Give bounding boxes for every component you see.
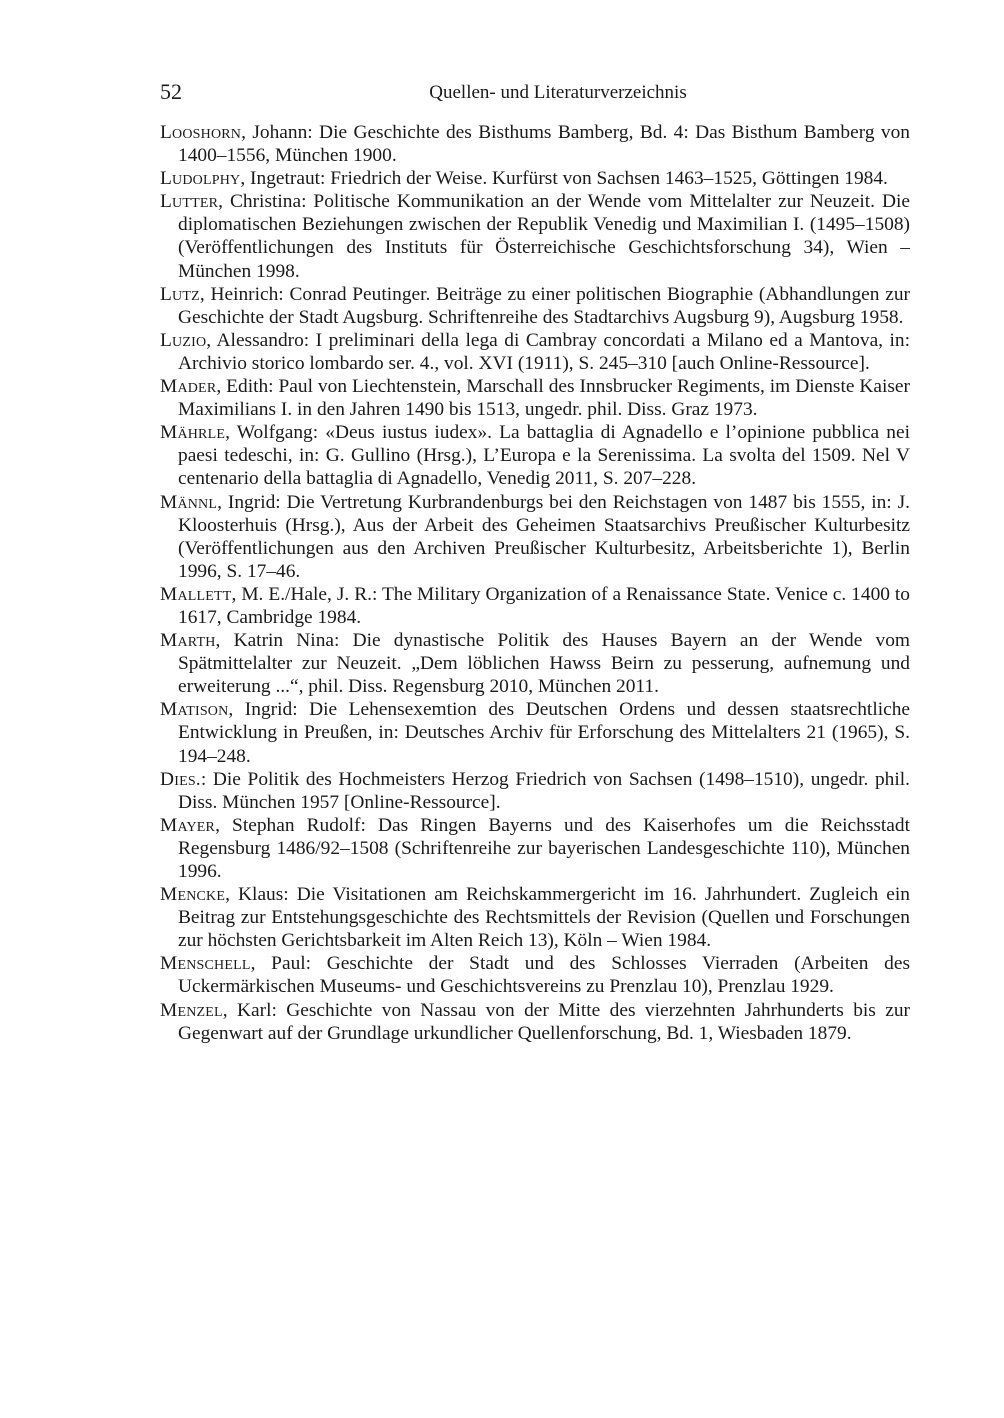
entry-author: Looshorn — [160, 122, 242, 143]
entry-author: Dies. — [160, 768, 201, 790]
bibliography-entry — [160, 814, 910, 883]
bibliography-list — [160, 121, 910, 1045]
entry-author: Lutter — [160, 191, 219, 213]
entry-text: , Wolfgang: «Deus iustus iudex». La battaglia di Agnadello e l’opinione pubblica nei paesi tedeschi, in: G. Gullino (Hrsg.), L’Europa e la Serenissima. La svolta del 1509. Nel V centenario della battaglia di Agnadello, Venedig 2011, S. 207–228. — [178, 422, 910, 490]
entry-author: Mader — [160, 376, 217, 398]
bibliography-entry — [160, 698, 910, 767]
entry-text: , Johann: Die Geschichte des Bisthums Bamberg, Bd. 4: Das Bisthum Bamberg von 1400–1556, München 1900. — [178, 122, 910, 167]
entry-text: , Ingrid: Die Vertretung Kurbrandenburgs bei den Reichstagen von 1487 bis 1555, in: J. Kloosterhuis (Hrsg.), Aus der Arbeit des Geheimen Staatsarchivs Preußischer Kulturbesitz (Veröffentlichungen aus den Archiven Preußischer Kulturbesitz, Arbeitsberichte 1), Berlin 1996, S. 17–46. — [178, 491, 910, 582]
entry-text: , Edith: Paul von Liechtenstein, Marschall des Innsbrucker Regiments, im Dienste Kaiser Maximilians I. in den Jahren 1490 bis 1513, ungedr. phil. Diss. Graz 1973. — [178, 376, 910, 421]
bibliography-entry — [160, 190, 910, 282]
entry-author: Marth — [160, 630, 216, 652]
bibliography-entry — [160, 375, 910, 421]
entry-text: , Klaus: Die Visitationen am Reichskammergericht im 16. Jahrhundert. Zugleich ein Beitrag zur Entstehungsgeschichte des Rechtsmittels der Revision (Quellen und Forschungen zur höchsten Gerichtsbarkeit im Alten Reich 13), Köln – Wien 1984. — [178, 884, 910, 952]
entry-text: , Ingrid: Die Lehensexemtion des Deutschen Ordens und dessen staatsrechtliche Entwicklung in Preußen, in: Deutsches Archiv für Erforschung des Mittelalters 21 (1965), S. 194–248. — [178, 699, 910, 767]
bibliography-entry — [160, 283, 910, 329]
entry-text: , M. E./Hale, J. R.: The Military Organization of a Renaissance State. Venice c. 1400 to 1617, Cambridge 1984. — [178, 583, 910, 628]
entry-author: Matison — [160, 699, 229, 721]
entry-author: Mährle — [160, 422, 226, 444]
bibliography-entry — [160, 121, 910, 167]
entry-author: Menzel — [160, 999, 223, 1021]
entry-author: Mayer — [160, 814, 216, 836]
entry-text: , Karl: Geschichte von Nassau von der Mitte des vierzehnten Jahrhunderts bis zur Gegenwart auf der Grundlage urkundlicher Quellenforschung, Bd. 1, Wiesbaden 1879. — [178, 999, 910, 1044]
bibliography-entry — [160, 952, 910, 998]
entry-text: , Ingetraut: Friedrich der Weise. Kurfürst von Sachsen 1463–1525, Göttingen 1984. — [240, 168, 888, 190]
page-number: 52 — [160, 79, 182, 104]
page-header — [160, 78, 912, 106]
entry-text: , Heinrich: Conrad Peutinger. Beiträge zu einer politischen Biographie (Abhandlungen zur Geschichte der Stadt Augsburg. Schriftenreihe des Stadtarchivs Augsburg 9), Augsburg 1958. — [178, 283, 910, 328]
entry-author: Ludolphy — [160, 168, 241, 190]
bibliography-entry — [160, 768, 910, 814]
entry-author: Mallett — [160, 583, 232, 605]
bibliography-entry — [160, 883, 910, 952]
bibliography-entry — [160, 167, 910, 190]
entry-text: , Alessandro: I preliminari della lega di Cambray concordati a Milano ed a Mantova, in: Archivio storico lombardo ser. 4., vol. XVI (1911), S. 245–310 [auch Online-Ressource]. — [178, 329, 910, 374]
entry-text: , Paul: Geschichte der Stadt und des Schlosses Vierraden (Arbeiten des Uckermärkischen Museums- und Geschichtsvereins zu Prenzlau 10), Prenzlau 1929. — [178, 953, 910, 998]
entry-author: Männl — [160, 491, 218, 513]
bibliography-entry — [160, 999, 910, 1045]
entry-text: , Christina: Politische Kommunikation an der Wende vom Mittelalter zur Neuzeit. Die diplomatischen Beziehungen zwischen der Republik Venedig und Maximilian I. (1495–1508) (Veröffentlichungen des Instituts für Österreichische Geschichtsforschung 34), Wien – München 1998. — [178, 191, 910, 282]
entry-text: , Katrin Nina: Die dynastische Politik des Hauses Bayern an der Wende vom Spätmittelalter zur Neuzeit. „Dem löblichen Hawss Beirn zu pesserung, aufnemung und erweiterung ...“, phil. Diss. Regensburg 2010, München 2011. — [178, 630, 910, 698]
entry-author: Lutz — [160, 283, 200, 305]
entry-author: Luzio — [160, 329, 207, 351]
running-title: Quellen- und Literaturverzeichnis — [429, 82, 687, 103]
bibliography-entry — [160, 491, 910, 583]
entry-text: , Stephan Rudolf: Das Ringen Bayerns und des Kaiserhofes um die Reichsstadt Regensburg 1486/92–1508 (Schriftenreihe zur bayerischen Landesgeschichte 110), München 1996. — [178, 814, 910, 882]
bibliography-entry — [160, 583, 910, 629]
bibliography-entry — [160, 629, 910, 698]
entry-text: : Die Politik des Hochmeisters Herzog Friedrich von Sachsen (1498–1510), ungedr. phil. Diss. München 1957 [Online-Ressource]. — [178, 768, 910, 813]
entry-author: Mencke — [160, 884, 226, 906]
bibliography-entry — [160, 329, 910, 375]
entry-author: Menschell — [160, 953, 251, 975]
bibliography-entry — [160, 421, 910, 490]
